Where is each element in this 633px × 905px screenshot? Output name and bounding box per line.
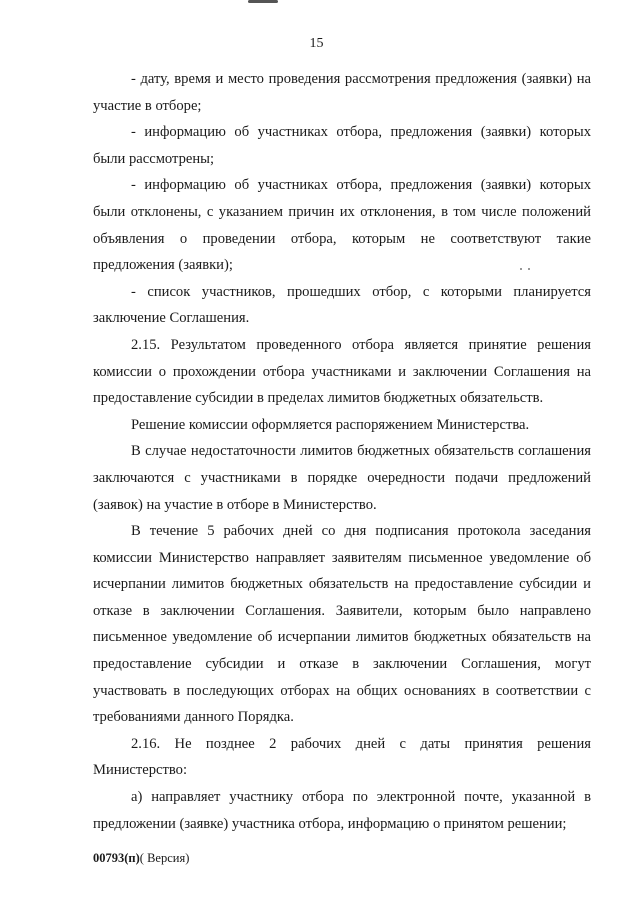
paragraph-list-item: - информацию об участниках отбора, предложения (заявки) которых были рассмотрены; — [93, 124, 591, 167]
paragraph-list-item: - дату, время и место проведения рассмотрения предложения (заявки) на участие в отборе; — [93, 71, 591, 114]
paragraph-list-item: а) направляет участнику отбора по электронной почте, указанной в предложении (заявке) участника отбора, информацию о принятом решении; — [93, 789, 591, 832]
document-code: 00793(п) — [93, 851, 140, 865]
paragraph-list-item: - информацию об участниках отбора, предложения (заявки) которых были отклонены, с указанием причин их отклонения, в том числе положений объявления о проведении отбора, которым не соответствуют такие предложения (заявки); — [93, 177, 591, 274]
page-number: 15 — [309, 36, 324, 51]
paragraph: В течение 5 рабочих дней со дня подписания протокола заседания комиссии Министерство направляет заявителям письменное уведомление об исчерпании лимитов бюджетных обязательств на предоставление субсидии и отказе в заключении Соглашения. Заявители, которым было направлено письменное уведомление об исчерпании лимитов бюджетных обязательств на предоставление субсидии и отказе в заключении Соглашения, могут участвовать в последующих отборах на общих основаниях в соответствии с требованиями данного Порядка. — [93, 523, 591, 726]
paragraph-section-2-15: 2.15. Результатом проведенного отбора является принятие решения комиссии о прохождении отбора участниками и заключении Соглашения на предоставление субсидии в пределах лимитов бюджетных обязательств. — [93, 336, 591, 407]
paragraph: Решение комиссии оформляется распоряжением Министерства. — [131, 416, 530, 433]
document-version: ( Версия) — [139, 851, 190, 865]
paragraph: В случае недостаточности лимитов бюджетных обязательств соглашения заключаются с участниками в порядке очередности подачи предложений (заявок) на участие в отборе в Министерство. — [93, 443, 591, 513]
paragraph-section-2-16: 2.16. Не позднее 2 рабочих дней с даты принятия решения Министерство: — [93, 735, 591, 779]
scan-artifact — [248, 0, 278, 3]
document-body — [93, 66, 591, 837]
paragraph-list-item: - список участников, прошедших отбор, с которыми планируется заключение Соглашения. — [93, 283, 591, 327]
document-footer — [93, 851, 189, 866]
